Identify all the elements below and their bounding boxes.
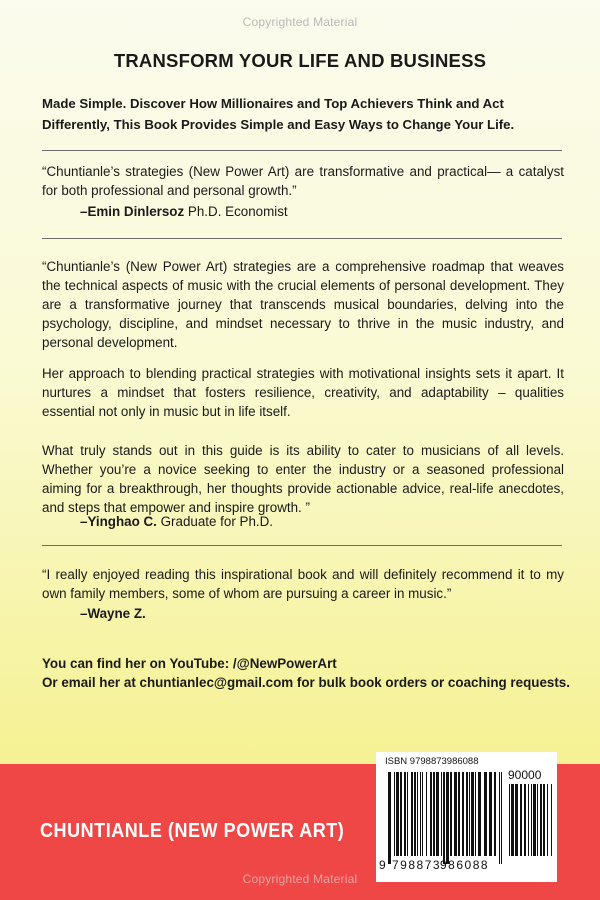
barcode-bar [394, 772, 395, 856]
contact-youtube: You can find her on YouTube: /@NewPowerArt [42, 656, 337, 671]
price-code: 90000 [508, 768, 542, 782]
barcode-bar [454, 772, 457, 856]
barcode-bar [396, 772, 399, 856]
subtitle: Made Simple. Discover How Millionaires and Top Achievers Think and Act Differently, This Book Provides Simple and Easy Ways to Change Your Life. [42, 96, 515, 132]
barcode-bar [433, 772, 435, 856]
barcode-bar [478, 772, 481, 856]
barcode-bar [499, 772, 500, 864]
barcode-bar [404, 772, 406, 856]
watermark-top: Copyrighted Material [242, 15, 358, 29]
barcode-bar [471, 772, 474, 856]
barcode-bar [537, 784, 538, 856]
divider-3 [42, 545, 562, 546]
barcode-bar [436, 772, 439, 856]
barcode-bar [494, 772, 496, 856]
barcode [376, 752, 557, 882]
barcode-bar [469, 772, 470, 856]
barcode-bar [407, 772, 408, 856]
quote-3-text: “I really enjoyed reading this inspirational book and will definitely recommend it to my own family members, some of whom are pursuing a career in music.” [42, 567, 564, 601]
quote-3-author: –Wayne Z. [80, 606, 146, 621]
divider-2 [42, 238, 562, 239]
barcode-bar [547, 784, 548, 856]
barcode-bar [422, 772, 423, 856]
quote-1-text: “Chuntianle’s strategies (New Power Art) are transformative and practical— a catalyst for both professional and personal growth.” [42, 164, 564, 198]
quote-2-paragraph-2: Her approach to blending practical strategies with motivational insights sets it apart. It nurtures a mindset that fosters resilience, creativity, and adaptability – qualities essential not only in music but in life itself. [42, 366, 564, 419]
barcode-bar [515, 784, 518, 856]
barcode-bar [551, 784, 552, 856]
quote-2-role: Graduate for Ph.D. [160, 514, 274, 529]
barcode-bar [462, 772, 464, 856]
barcode-digits-left: 798873 [392, 858, 442, 872]
barcode-bar [531, 784, 532, 856]
barcode-bar [414, 772, 416, 856]
barcode-bar [466, 772, 468, 856]
quote-1-author: –Emin Dinlersoz [80, 204, 185, 219]
barcode-bar [511, 784, 514, 856]
quote-2-attribution [80, 514, 273, 529]
barcode-bar [400, 772, 402, 856]
barcode-bar [430, 772, 432, 856]
quote-2-author: –Yinghao C. [80, 514, 157, 529]
barcode-bar [417, 772, 418, 856]
barcode-bar [528, 784, 529, 856]
divider-1 [42, 150, 562, 151]
barcode-bar [426, 772, 427, 856]
barcode-bar [489, 772, 492, 856]
barcode-bar [484, 772, 487, 856]
barcode-bar [540, 784, 542, 856]
barcode-bar [443, 772, 445, 864]
barcode-bar [441, 772, 442, 856]
barcode-bar [524, 784, 526, 856]
barcode-bar [388, 772, 391, 864]
contact-email: Or email her at chuntianlec@gmail.com for bulk book orders or coaching requests. [42, 675, 570, 690]
barcode-bar [509, 784, 510, 856]
quote-1-attribution [80, 204, 288, 219]
page-title: TRANSFORM YOUR LIFE AND BUSINESS [113, 50, 487, 71]
barcode-bar [450, 772, 452, 856]
barcode-bar [458, 772, 460, 856]
barcode-bar [446, 772, 449, 864]
barcode-bar [475, 772, 476, 856]
barcode-bar [520, 784, 522, 856]
barcode-bar [411, 772, 413, 856]
barcode-bar [501, 772, 502, 864]
quote-2-paragraph-3: What truly stands out in this guide is its ability to cater to musicians of all levels. Whether you’re a novice seeking to enter the industry or a seasoned professional aiming for a breakthrough, her thoughts provide actionable advice, real-life anecdotes, and steps that empower and inspire growth. ” [42, 443, 564, 515]
watermark-bottom: Copyrighted Material [242, 872, 358, 886]
quote-1-role: Ph.D. Economist [187, 204, 288, 219]
barcode-digit-first: 9 [379, 858, 386, 872]
barcode-bar [420, 772, 421, 856]
barcode-bar [543, 784, 545, 856]
quote-2-paragraph-1: “Chuntianle’s (New Power Art) strategies are a comprehensive roadmap that weaves the technical aspects of music with the crucial elements of personal development. They are a transformative journey that transcends musical boundaries, delving into the psychology, discipline, and mindset necessary to thrive in the music industry, and personal development. [42, 259, 564, 350]
barcode-bar [533, 784, 536, 856]
quote-3-attribution [80, 606, 146, 621]
isbn-label: ISBN 9798873986088 [385, 756, 479, 767]
author-name: CHUNTIANLE (NEW POWER ART) [40, 820, 345, 842]
barcode-digits-right: 986088 [440, 858, 490, 872]
